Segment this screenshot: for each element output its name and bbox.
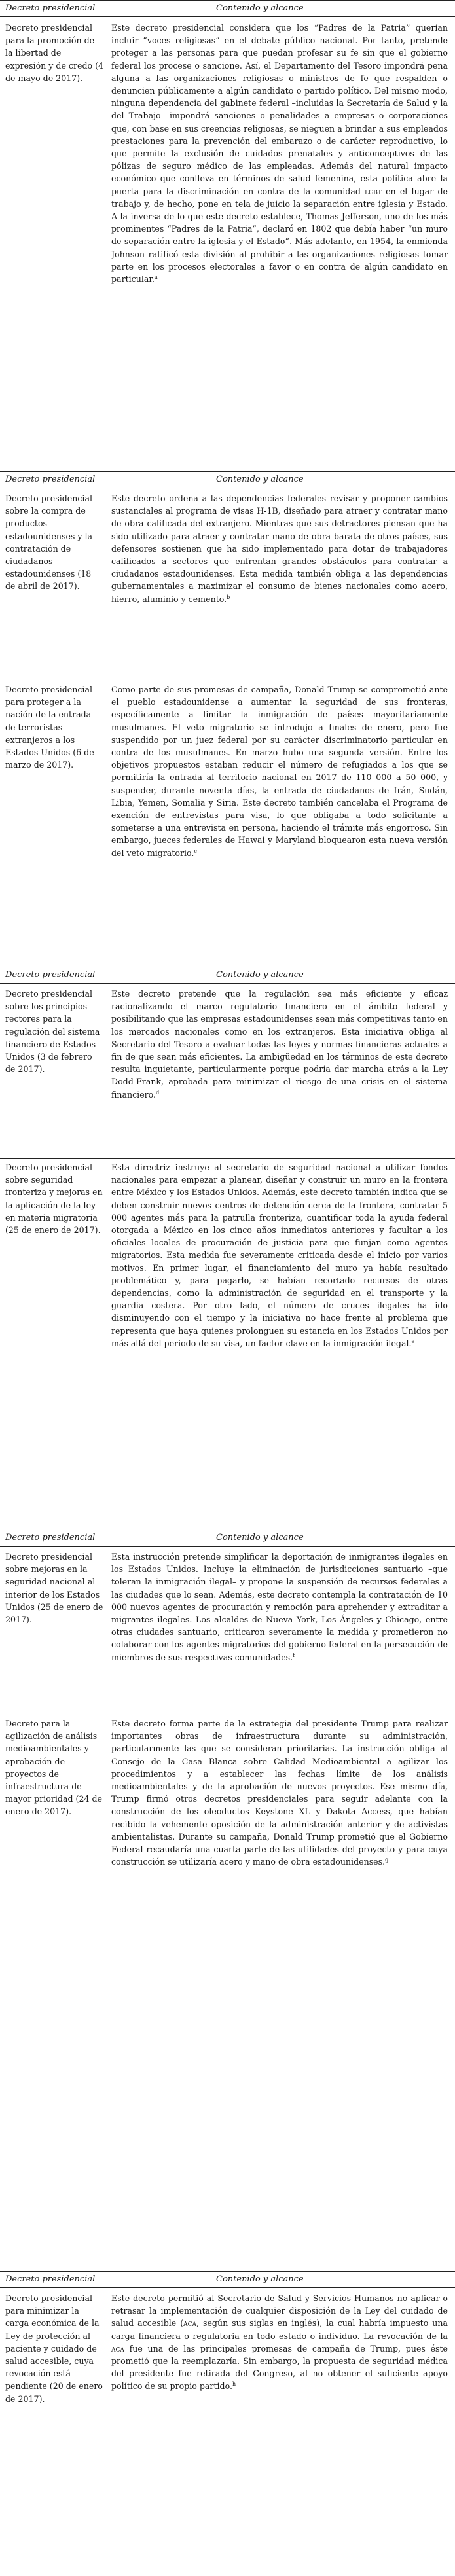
footnote-mark: e <box>411 1338 415 1344</box>
acronym: lgbt <box>365 186 382 196</box>
decree-title: Decreto para la agilización de análisis medioambientales y aprobación de proyectos de infraestructura de mayor prioridad (24 de enero de 2017). <box>5 1719 103 1817</box>
decree-title: Decreto presidencial sobre mejoras en la seguridad nacional al interior de los Estados Unidos (25 de enero de 2017). <box>5 1552 103 1625</box>
decree-content <box>111 1717 448 1868</box>
acronym: aca <box>183 2318 197 2329</box>
footnote-mark: h <box>232 2381 236 2388</box>
decree-content <box>111 22 448 285</box>
header-decree: Decreto presidencial <box>5 474 96 484</box>
footnote-mark: g <box>385 1857 389 1863</box>
header-content: Contenido y alcance <box>216 970 304 980</box>
content-text: Este decreto permitió al Secretario de Salud y Servicios Humanos no aplicar o retrasar la implementación de cualquier disposición de la Ley del cuidado de salud accesible (aca, según sus siglas en inglés), la cual habría impuesto una carga financiera o regulatoria en todo estado o individuo. La revocación de la aca fue una de las principales promesas de campaña de Trump, pues éste prometió que la reemplazaría. Sin embargo, la propuesta de seguridad médica del presidente fue retirada del Congreso, al no obtener el suficiente apoyo político de su propio partido. <box>111 2293 448 2391</box>
content-text: Esta directriz instruye al secretario de seguridad nacional a utilizar fondos nacionales para empezar a planear, diseñar y construir un muro en la frontera entre México y los Estados Unidos. Además, este decreto también indica que se deben construir nuevos centros de detención cerca de la frontera, contratar 5 000 agentes más para la patrulla fronteriza, cuantificar toda la ayuda federal otorgada a México en los cinco años inmediatos anteriores y facultar a los oficiales locales de procuración de justicia para que funjan como agentes migratorios. Esta medida fue severamente criticada desde el inicio por varios motivos. En primer lugar, el financiamiento del muro ya había resultado problemático y, para pagarlo, se habían recortado recursos de otras dependencias, como la administración de seguridad en el transporte y la guardia costera. Por otro lado, el número de cruces ilegales ha ido disminuyendo con el tiempo y la iniciativa no hace frente al problema que representa que haya quienes prolonguen su estancia en los Estados Unidos por más allá del periodo de su visa, un factor clave en la inmigración ilegal. <box>111 1162 448 1348</box>
header-content: Contenido y alcance <box>216 3 304 13</box>
decree-content <box>111 683 448 859</box>
footnote-mark: a <box>155 274 158 280</box>
content-text: Como parte de sus promesas de campaña, Donald Trump se comprometió ante el pueblo estadounidense a aumentar la seguridad de sus fronteras, específicamente a limitar la inmigración de países mayoritariamente musulmanes. El veto migratorio se introdujo a finales de enero, pero fue suspendido por un juez federal por su carácter discriminatorio particular en contra de los musulmanes. En marzo hubo una segunda versión. Entre los objetivos propuestos estaban reducir el número de refugiados a los que se permitiría la entrada al territorio nacional en 2017 de 110 000 a 50 000, y suspender, durante noventa días, la entrada de ciudadanos de Irán, Sudán, Libia, Yemen, Somalia y Siria. Este decreto también cancelaba el Programa de exención de entrevistas para visa, lo que obligaba a todo solicitante a someterse a una entrevista en persona, haciendo el trámite más engorroso. Sin embargo, jueces federales de Hawai y Maryland bloquearon esta nueva versión del veto migratorio. <box>111 685 448 858</box>
table-header <box>0 1530 455 1547</box>
table-header <box>0 471 455 488</box>
header-decree: Decreto presidencial <box>5 1533 96 1543</box>
acronym: aca <box>111 2343 124 2353</box>
row-divider <box>0 1158 455 1159</box>
footnote-mark: f <box>293 1652 295 1658</box>
footnote-mark: b <box>227 594 230 600</box>
header-content: Contenido y alcance <box>216 2274 304 2284</box>
content-text: Este decreto pretende que la regulación sea más eficiente y eficaz racionalizando el marco regulatorio financiero en el ámbito federal y posibilitando que las empresas estadounidenses sean más competitivas tanto en los mercados nacionales como en los extranjeros. Esta iniciativa obliga al Secretario del Tesoro a evaluar todas las leyes y normas financieras actuales a fin de que sean más eficientes. La ambigüedad en los términos de este decreto resulta inquietante, particularmente porque podría dar marcha atrás a la Ley Dodd-Frank, aprobada para minimizar el riesgo de una crisis en el sistema financiero. <box>111 989 448 1100</box>
header-content: Contenido y alcance <box>216 474 304 484</box>
content-text: Este decreto ordena a las dependencias federales revisar y proponer cambios sustanciales al programa de visas H-1B, diseñado para atraer y contratar mano de obra calificada del extranjero. Mientras que sus detractores piensan que ha sido utilizado para atraer y contratar mano de obra barata de otros países, sus defensores sostienen que ha sido implementado para dotar de trabajadores calificados a sectores que enfrentan grandes obstáculos para contratar a ciudadanos estadounidenses. Esta medida también obliga a las dependencias gubernamentales a maximizar el consumo de bienes nacionales como acero, hierro, aluminio y cemento. <box>111 493 448 604</box>
decree-content <box>111 492 448 605</box>
header-content: Contenido y alcance <box>216 1533 304 1543</box>
decree-content <box>111 2292 448 2393</box>
table-header <box>0 0 455 17</box>
header-decree: Decreto presidencial <box>5 970 96 980</box>
content-text: Este decreto presidencial considera que los “Padres de la Patria” querían incluir “voces religiosas” en el debate público nacional. Por tanto, pretende proteger a las personas para que puedan profesar su fe sin que el gobierno federal los procese o sancione. Así, el Departamento del Tesoro impondrá pena alguna a las organizaciones religiosas o ministros de fe que respalden o denuncien públicamente a algún candidato o partido político. Del mismo modo, ninguna dependencia del gabinete federal –incluidas la Secretaría de Salud y la del Trabajo– impondrá sanciones o penalidades a empresas o corporaciones que, con base en sus creencias religiosas, se nieguen a brindar a sus empleados prestaciones para la prevención del embarazo o de carácter reproductivo, lo que permite la exclusión de cuidados prenatales y anticonceptivos de las pólizas de seguro médico de las empleadas. Además del natural impacto económico que conlleva en términos de salud femenina, esta política abre la puerta para la discriminación en contra de la comunidad lgbt en el lugar de trabajo y, de hecho, pone en tela de juicio la separación entre iglesia y Estado. A la inversa de lo que este decreto establece, Thomas Jefferson, uno de los más prominentes “Padres de la Patria”, declaró en 1802 que debía haber “un muro de separación entre la iglesia y el Estado”. Más adelante, en 1954, la enmienda Johnson ratificó esta división al prohibir a las organizaciones religiosas tomar parte en los procesos electorales a favor o en contra de algún candidato en particular. <box>111 23 448 285</box>
decree-title: Decreto presidencial sobre la compra de productos estadounidenses y la contratación de ciudadanos estadounidenses (18 de abril de 2017). <box>5 493 93 592</box>
decree-content <box>111 988 448 1101</box>
decree-title: Decreto presidencial para proteger a la nación de la entrada de terroristas extranjeros a los Estados Unidos (6 de marzo de 2017). <box>5 685 94 770</box>
decree-title: Decreto presidencial sobre seguridad fronteriza y mejoras en la aplicación de la ley en materia migratoria (25 de enero de 2017). <box>5 1162 103 1236</box>
decree-title: Decreto presidencial para la promoción de la libertad de expresión y de credo (4 de mayo de 2017). <box>5 23 103 83</box>
table-header <box>0 967 455 984</box>
decree-content <box>111 1161 448 1350</box>
decree-title: Decreto presidencial para minimizar la carga económica de la Ley de protección al paciente y cuidado de salud accesible, cuya revocación está pendiente (20 de enero de 2017). <box>5 2293 103 2404</box>
decree-title: Decreto presidencial sobre los principios rectores para la regulación del sistema financiero de Estados Unidos (3 de febrero de 2017). <box>5 989 100 1075</box>
header-decree: Decreto presidencial <box>5 2274 96 2284</box>
content-text: Este decreto forma parte de la estrategia del presidente Trump para realizar importantes obras de infraestructura durante su administración, particularmente las que se consideran prioritarias. La instrucción obliga al Consejo de la Casa Blanca sobre Calidad Medioambiental a agilizar los procedimientos y a establecer las fechas límite de los análisis medioambientales y de la aprobación de nuevos proyectos. Ese mismo día, Trump firmó otros decretos presidenciales para seguir adelante con la construcción de los oleoductos Keystone XL y Dakota Access, que habían recibido la vehemente oposición de la administración anterior y de activistas ambientalistas. Durante su campaña, Donald Trump prometió que el Gobierno Federal recaudaría una cuarta parte de las utilidades del proyecto y para cuya construcción se utilizaría acero y mano de obra estadounidenses. <box>111 1719 448 1867</box>
content-text: Esta instrucción pretende simplificar la deportación de inmigrantes ilegales en los Estados Unidos. Incluye la eliminación de jurisdicciones santuario –que toleran la inmigración ilegal– y propone la suspensión de recursos federales a las ciudades que lo sean. Además, este decreto contempla la contratación de 10 000 nuevos agentes de procuración y remoción para aprehender y extraditar a migrantes ilegales. Los alcaldes de Nueva York, Los Ángeles y Chicago, entre otras ciudades santuario, criticaron severamente la medida y prometieron no colaborar con los agentes migratorios del gobierno federal en la persecución de miembros de sus respectivas comunidades. <box>111 1552 448 1662</box>
table-header <box>0 2271 455 2288</box>
footnote-mark: c <box>194 848 197 854</box>
footnote-mark: d <box>156 1089 160 1096</box>
header-decree: Decreto presidencial <box>5 3 96 13</box>
decree-content <box>111 1550 448 1664</box>
